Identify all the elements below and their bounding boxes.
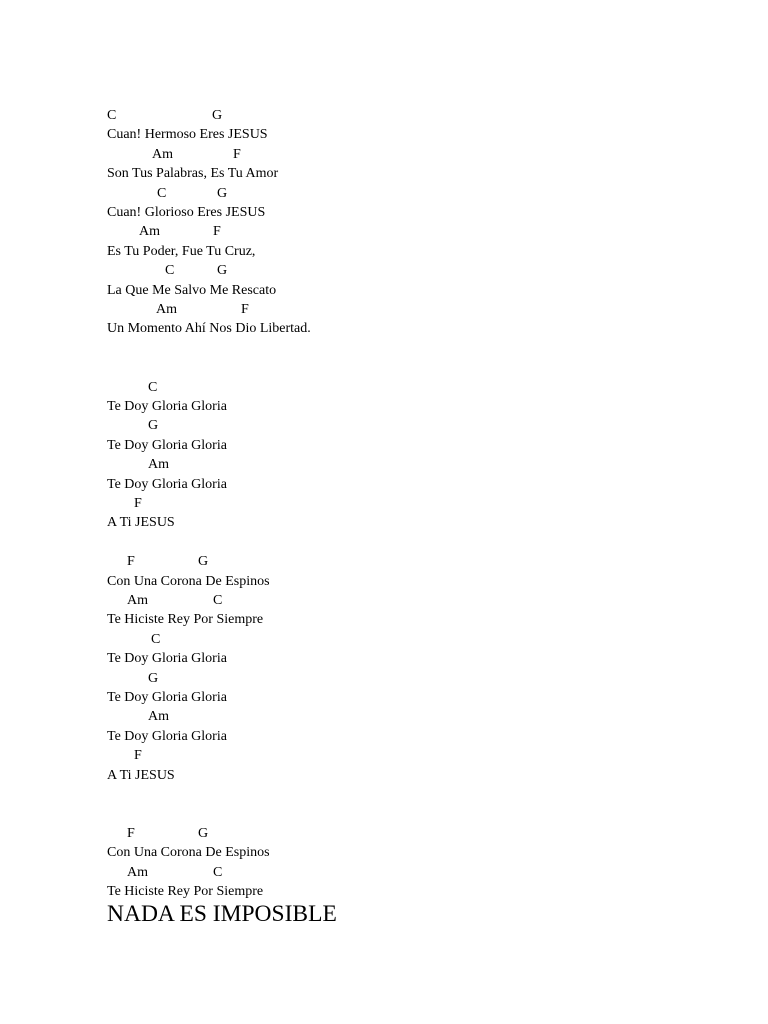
lyric-line: A Ti JESUS xyxy=(107,767,175,783)
chord-label: F xyxy=(213,224,221,240)
chord-label: Am xyxy=(156,302,177,317)
chord-label: F xyxy=(127,554,135,570)
chord-label: Am xyxy=(152,146,173,162)
chord-label: C xyxy=(148,379,158,395)
lyric-line: Son Tus Palabras, Es Tu Amor xyxy=(107,166,279,182)
chord-label: G xyxy=(148,418,159,434)
chord-label: C xyxy=(151,631,161,647)
lyric-line: La Que Me Salvo Me Rescato xyxy=(107,282,277,298)
lyric-line: Es Tu Poder, Fue Tu Cruz, xyxy=(107,243,256,259)
chord-label: G xyxy=(217,185,228,201)
chord-label: Am xyxy=(127,864,148,880)
chord-label: C xyxy=(157,185,167,201)
chord-label: C xyxy=(213,864,223,880)
chord-label: F xyxy=(134,748,142,764)
chord-label: F xyxy=(127,825,135,841)
lyric-line: Te Doy Gloria Gloria xyxy=(107,399,227,414)
chord-label: C xyxy=(213,593,223,608)
lyric-line: A Ti JESUS xyxy=(107,515,175,531)
lyric-line: Con Una Corona De Espinos xyxy=(107,573,270,589)
chord-label: F xyxy=(241,302,249,317)
chord-label: F xyxy=(134,496,142,511)
lyric-line: Te Hiciste Rey Por Siempre xyxy=(107,612,264,628)
chord-label: G xyxy=(198,825,209,841)
chord-label: F xyxy=(233,146,241,162)
chord-label: Am xyxy=(139,224,160,240)
next-song-title: NADA ES IMPOSIBLE xyxy=(107,901,337,927)
lyric-line: Te Doy Gloria Gloria xyxy=(107,728,227,744)
lyric-line: Con Una Corona De Espinos xyxy=(107,845,270,861)
chord-label: Am xyxy=(127,593,148,608)
lyric-line: Cuan! Hermoso Eres JESUS xyxy=(107,127,268,143)
lyric-line: Te Doy Gloria Gloria xyxy=(107,437,227,453)
chord-label: G xyxy=(148,670,159,686)
lyric-line: Te Doy Gloria Gloria xyxy=(107,690,227,705)
chord-label: G xyxy=(198,554,209,570)
lyric-line: Te Doy Gloria Gloria xyxy=(107,476,227,492)
chord-label: C xyxy=(165,263,175,279)
chord-label: C xyxy=(107,108,117,123)
chord-label: G xyxy=(217,263,228,279)
lyric-line: Cuan! Glorioso Eres JESUS xyxy=(107,205,266,220)
chord-label: G xyxy=(212,108,223,123)
lyric-line: Te Doy Gloria Gloria xyxy=(107,651,227,667)
lyric-line: Te Hiciste Rey Por Siempre xyxy=(107,884,264,899)
chord-label: Am xyxy=(148,709,169,725)
lyric-line: Un Momento Ahí Nos Dio Libertad. xyxy=(107,321,311,337)
chord-label: Am xyxy=(148,457,169,473)
